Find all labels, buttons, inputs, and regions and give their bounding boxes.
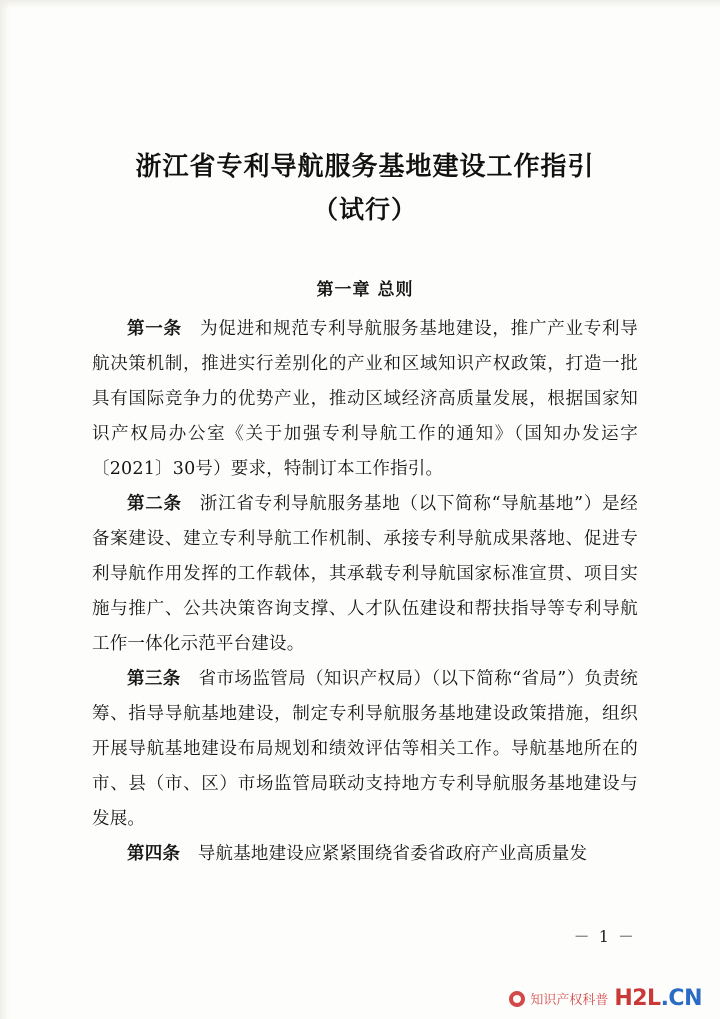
article-text: 浙江省专利导航服务基地（以下简称“导航基地”）是经备案建设、建立专利导航工作机制、承接专利导航成果落地、促进专利导航作用发挥的工作载体，其承载专利导航国家标准宣贯、项目实施与推广、公共决策咨询支撑、人才队伍建设和帮扶指导等专利导航工作一体化示范平台建设。: [92, 493, 638, 654]
watermark-account: [509, 989, 608, 1008]
watermark-url-suffix: .CN: [660, 986, 702, 1011]
article-paragraph: [92, 487, 638, 662]
article-paragraph: [92, 837, 638, 872]
watermark: [509, 986, 702, 1011]
article-lead: 第二条: [127, 493, 182, 514]
article-paragraph: [92, 662, 638, 837]
watermark-account-label: 知识产权科普: [530, 993, 609, 1008]
scan-edge-left: [0, 0, 10, 1019]
article-lead: 第四条: [127, 843, 181, 864]
wechat-official-account-icon: [509, 991, 525, 1007]
chapter-heading: 第一章 总则: [316, 279, 414, 300]
watermark-url-main: H2L: [614, 986, 661, 1011]
article-paragraph: [92, 312, 638, 487]
page-content: [92, 150, 638, 872]
article-lead: 第三条: [127, 668, 181, 689]
scan-edge-top: [0, 0, 720, 8]
page-number: － 1 －: [573, 927, 636, 946]
watermark-url: [614, 986, 702, 1011]
article-lead: 第一条: [127, 318, 182, 339]
document-title: 浙江省专利导航服务基地建设工作指引: [135, 152, 595, 182]
article-text: 省市场监管局（知识产权局）（以下简称“省局”）负责统筹、指导导航基地建设，制定专利导航服务基地建设政策措施，组织开展导航基地建设布局规划和绩效评估等相关工作。导航基地所在的市、县（市、区）市场监管局联动支持地方专利导航服务基地建设与发展。: [92, 668, 638, 829]
document-subtitle: （试行）: [312, 195, 417, 225]
article-text: 为促进和规范专利导航服务基地建设，推广产业专利导航决策机制，推进实行差别化的产业和区域知识产权政策，打造一批具有国际竞争力的优势产业，推动区域经济高质量发展，根据国家知识产权局办公室《关于加强专利导航工作的通知》（国知办发运字〔2021〕30号）要求，特制订本工作指引。: [92, 318, 638, 479]
article-text: 导航基地建设应紧紧围绕省委省政府产业高质量发: [180, 843, 588, 864]
